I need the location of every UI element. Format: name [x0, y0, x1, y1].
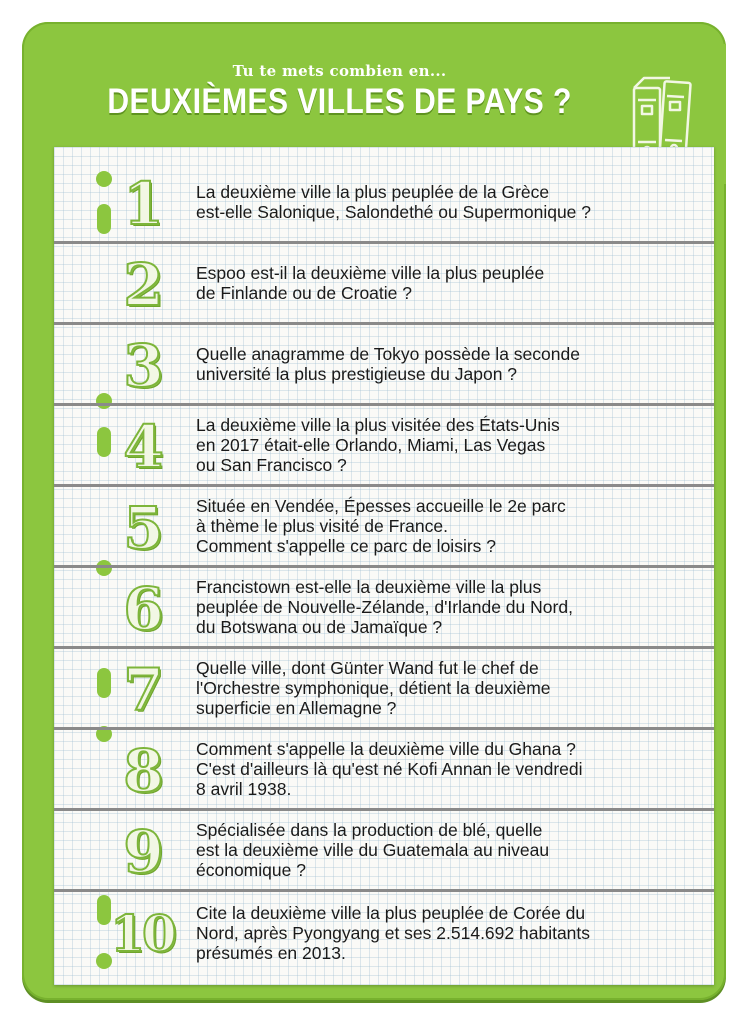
quiz-kicker: Tu te mets combien en... [232, 62, 447, 80]
question-text: Francistown est-elle la deuxième ville la plus peuplée de Nouvelle-Zélande, d'Irlande du Nord, du Botswana ou de Jamaïque ? [196, 577, 573, 637]
question-row [54, 406, 714, 487]
quiz-card [22, 22, 726, 1000]
question-row [54, 487, 714, 568]
question-row [54, 892, 714, 973]
question-number: 4 [123, 413, 161, 481]
question-number: 7 [123, 656, 161, 724]
question-number: 6 [123, 575, 161, 643]
question-text: Quelle anagramme de Tokyo possède la seconde université la plus prestigieuse du Japon ? [196, 344, 580, 384]
question-text: Spécialisée dans la production de blé, quelle est la deuxième ville du Guatemala au niveau économique ? [196, 820, 550, 880]
question-text: La deuxième ville la plus peuplée de la Grèce est-elle Salonique, Salondethé ou Supermonique ? [196, 182, 592, 222]
question-number: 9 [123, 818, 161, 886]
question-row [54, 811, 714, 892]
lined-paper [54, 147, 714, 985]
question-row [54, 730, 714, 811]
question-row [54, 244, 714, 325]
question-number: 8 [123, 737, 161, 805]
question-text: Cite la deuxième ville la plus peuplée de Corée du Nord, après Pyongyang et ses 2.514.692 habitants présumés en 2013. [196, 902, 591, 963]
question-row [54, 649, 714, 730]
question-text: Espoo est-il la deuxième ville la plus peuplée de Finlande ou de Croatie ? [196, 263, 545, 303]
question-text: La deuxième ville la plus visitée des États-Unis en 2017 était-elle Orlando, Miami, Las Vegas ou San Francisco ? [196, 415, 560, 475]
question-number: 3 [123, 332, 161, 400]
question-row [54, 163, 714, 244]
question-number: 5 [123, 494, 161, 562]
question-number: 10 [110, 903, 174, 963]
question-number: 2 [123, 251, 161, 319]
question-text: Située en Vendée, Épesses accueille le 2e parc à thème le plus visité de France. Comment s'appelle ce parc de loisirs ? [196, 496, 566, 556]
quiz-title: DEUXIÈMES VILLES DE PAYS ? [107, 82, 572, 121]
question-row [54, 325, 714, 406]
question-text: Quelle ville, dont Günter Wand fut le chef de l'Orchestre symphonique, détient la deuxième superficie en Allemagne ? [196, 658, 551, 718]
question-row [54, 568, 714, 649]
question-text: Comment s'appelle la deuxième ville du Ghana ? C'est d'ailleurs là qu'est né Kofi Annan le vendredi 8 avril 1938. [196, 739, 583, 799]
question-number: 1 [123, 170, 161, 238]
